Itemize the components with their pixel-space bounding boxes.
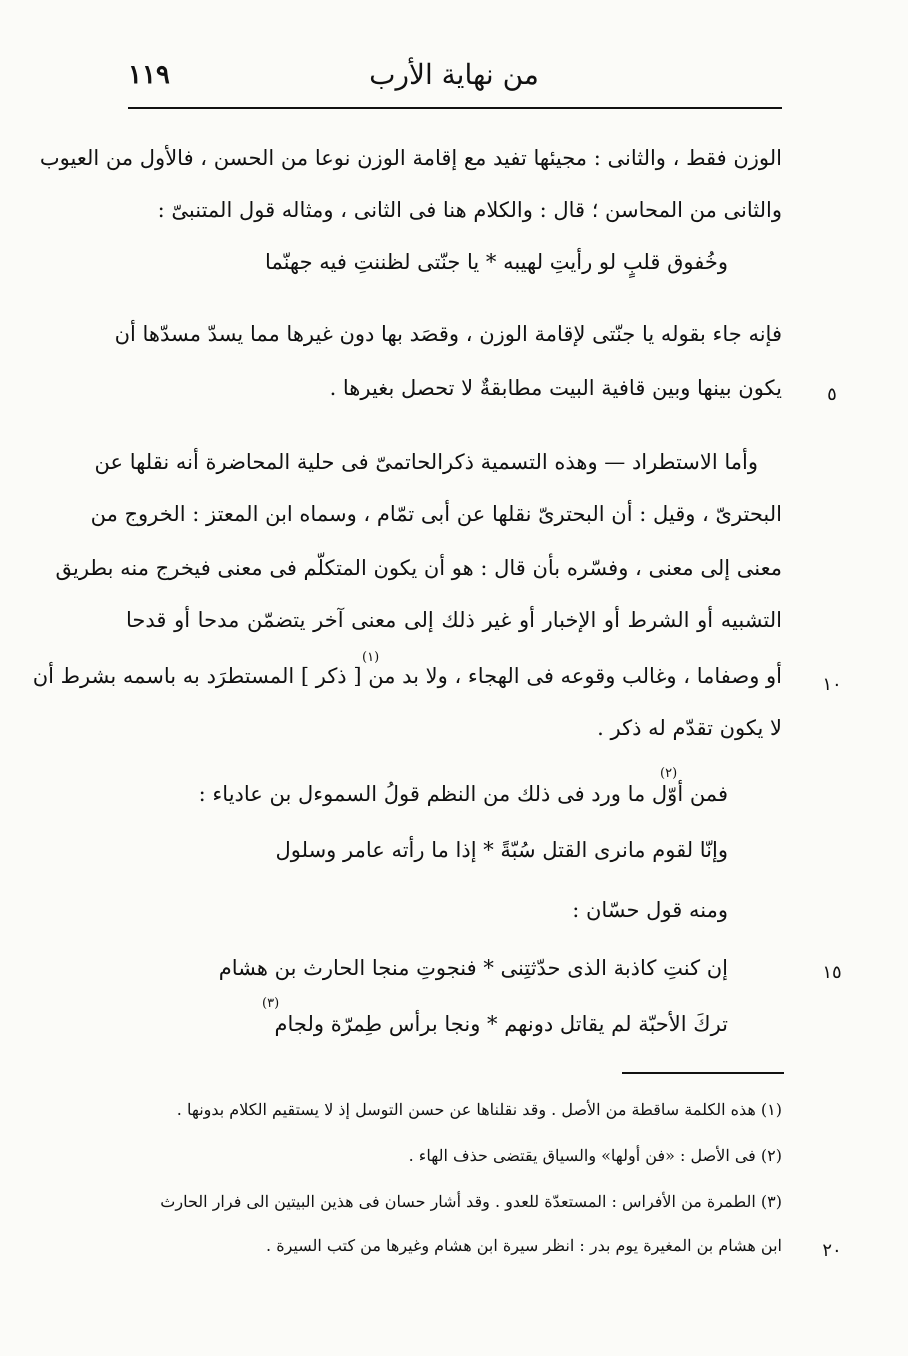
footnote: (١) هذه الكلمة ساقطة من الأصل . وقد نقلناها عن حسن التوسل إذ لا يستقيم الكلام بدونها .	[176, 1100, 782, 1119]
footnote-mark: (٢)	[660, 766, 678, 781]
text-line: والثانى من المحاسن ؛ قال : والكلام هنا فى الثانى ، ومثاله قول المتنبىّ :	[157, 198, 782, 222]
line-number-marker: ٢٠	[822, 1240, 842, 1261]
text-line: فمن أوّل ما ورد فى ذلك من النظم قولُ السموءل بن عادياء :	[198, 782, 728, 806]
text-line: ومنه قول حسّان :	[572, 898, 728, 922]
text-line: فإنه جاء بقوله يا جنّتى لإقامة الوزن ، وقصَد بها دون غيرها مما يسدّ مسدّها أن	[114, 322, 782, 346]
running-header: من نهاية الأرب	[369, 58, 539, 91]
footnote-mark: (٣)	[262, 996, 280, 1011]
verse-line: إن كنتِ كاذبة الذى حدّثتِنى * فنجوتِ منجا الحارث بن هشام	[218, 956, 728, 980]
page-number: ١١٩	[128, 60, 170, 90]
footnote-mark: (١)	[362, 650, 380, 665]
line-number-marker: ٥	[827, 384, 837, 405]
verse-line: وخُفوق قلبٍ لو رأيتِ لهيبه * يا جنّتى لظننتِ فيه جهنّما	[265, 250, 728, 274]
verse-line: وإنّا لقوم مانرى القتل سُبّةً * إذا ما رأته عامر وسلول	[275, 838, 728, 862]
text-line: معنى إلى معنى ، وفسّره بأن قال : هو أن يكون المتكلّم فى معنى فيخرج منه بطريق	[55, 556, 782, 580]
footnote-rule	[622, 1072, 784, 1074]
text-line: يكون بينها وبين قافية البيت مطابقةٌ لا تحصل بغيرها .	[329, 376, 782, 400]
text-line: التشبيه أو الشرط أو الإخبار أو غير ذلك إلى معنى آخر يتضمّن مدحا أو قدحا	[126, 608, 782, 632]
line-number-marker: ١٠	[822, 674, 842, 695]
text-line: أو وصفاما ، وغالب وقوعه فى الهجاء ، ولا بد من [ ذكر ] المستطرَد به باسمه بشرط أن	[32, 664, 782, 688]
text-line: وأما الاستطراد — وهذه التسمية ذكرالحاتمىّ فى حلية المحاضرة أنه نقلها عن	[94, 450, 758, 474]
line-number-marker: ١٥	[822, 962, 842, 983]
text-line: البحترىّ ، وقيل : أن البحترىّ نقلها عن أبى تمّام ، وسماه ابن المعتز : الخروج من	[90, 502, 782, 526]
header-rule	[128, 107, 782, 109]
text-line: لا يكون تقدّم له ذكر .	[597, 716, 782, 740]
text-line: الوزن فقط ، والثانى : مجيئها تفيد مع إقامة الوزن نوعا من الحسن ، فالأول من العيوب	[39, 146, 782, 170]
verse-line: تركَ الأحبّة لم يقاتل دونهم * ونجا برأس طِمرّة ولجام	[274, 1012, 728, 1036]
footnote: (٣) الطمرة من الأفراس : المستعدّة للعدو . وقد أشار حسان فى هذين البيتين الى فرار الحارث	[160, 1192, 782, 1211]
footnote: (٢) فى الأصل : «فن أولها» والسياق يقتضى حذف الهاء .	[408, 1146, 782, 1165]
footnote: ابن هشام بن المغيرة يوم بدر : انظر سيرة ابن هشام وغيرها من كتب السيرة .	[266, 1236, 782, 1255]
